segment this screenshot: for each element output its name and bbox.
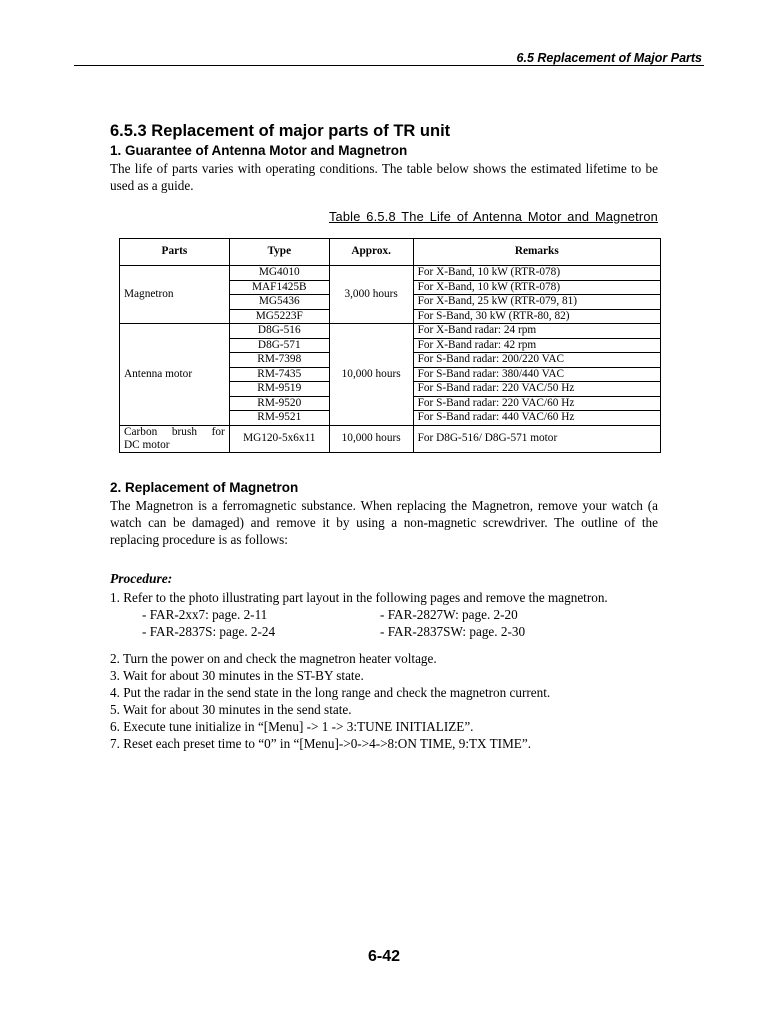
page-reference: - FAR-2837SW: page. 2-30 (380, 623, 526, 639)
replacement-subtitle: 2. Replacement of Magnetron (110, 479, 299, 495)
remarks-cell: For X-Band radar: 24 rpm (413, 324, 660, 339)
type-cell: RM-9520 (229, 396, 329, 411)
header-rule (74, 65, 704, 66)
header-approx: Approx. (329, 239, 413, 266)
table-header-row (120, 239, 661, 266)
page-content (110, 120, 658, 752)
header-type: Type (229, 239, 329, 266)
remarks-cell: For S-Band radar: 220 VAC/50 Hz (413, 382, 660, 397)
part-carbon-brush (120, 425, 230, 452)
procedure-step: 2. Turn the power on and check the magnetron heater voltage. (110, 650, 437, 666)
page-reference: - FAR-2827W: page. 2-20 (380, 606, 518, 622)
header-parts: Parts (120, 239, 230, 266)
type-cell: MAF1425B (229, 280, 329, 295)
procedure-step: 4. Put the radar in the send state in the long range and check the magnetron current. (110, 684, 551, 700)
type-cell: RM-7435 (229, 367, 329, 382)
table-caption: Table 6.5.8 The Life of Antenna Motor and Magnetron (328, 209, 658, 224)
type-cell: D8G-516 (229, 324, 329, 339)
remarks-cell: For S-Band, 30 kW (RTR-80, 82) (413, 309, 660, 324)
approx-carbon-brush: 10,000 hours (329, 425, 413, 452)
type-cell: RM-9521 (229, 411, 329, 426)
type-cell: RM-9519 (229, 382, 329, 397)
type-cell: D8G-571 (229, 338, 329, 353)
procedure-steps (110, 650, 658, 752)
guarantee-subtitle: 1. Guarantee of Antenna Motor and Magnetron (110, 143, 408, 158)
procedure-step: 5. Wait for about 30 minutes in the send state. (110, 701, 352, 717)
type-cell: MG5436 (229, 295, 329, 310)
carbon-part-line2: DC motor (124, 438, 170, 451)
replacement-paragraph: The Magnetron is a ferromagnetic substance. When replacing the Magnetron, remove your watch (a watch can be damaged) and remove it by using a non-magnetic screwdriver. The outline of the replacing procedure is as follows: (110, 497, 658, 547)
remarks-cell: For X-Band radar: 42 rpm (413, 338, 660, 353)
approx-antenna-motor: 10,000 hours (329, 324, 413, 426)
section-title: 6.5.3 Replacement of major parts of TR unit (110, 122, 451, 140)
table-row (120, 425, 661, 452)
procedure-step-1: 1. Refer to the photo illustrating part layout in the following pages and remove the magnetron. (110, 589, 608, 605)
header-remarks: Remarks (413, 239, 660, 266)
remarks-cell: For X-Band, 25 kW (RTR-079, 81) (413, 295, 660, 310)
page-reference-list (110, 606, 658, 640)
procedure-step: 6. Execute tune initialize in “[Menu] -> 1 -> 3:TUNE INITIALIZE”. (110, 718, 474, 734)
type-cell: MG4010 (229, 266, 329, 281)
part-antenna-motor: Antenna motor (120, 324, 230, 426)
table-row (120, 266, 661, 281)
running-header: 6.5 Replacement of Major Parts (516, 51, 702, 65)
table-row (120, 324, 661, 339)
remarks-cell: For D8G-516/ D8G-571 motor (413, 425, 660, 452)
carbon-part-line1: Carbon brush for (124, 425, 225, 438)
page-reference: - FAR-2837S: page. 2-24 (142, 623, 276, 639)
page-reference: - FAR-2xx7: page. 2-11 (142, 606, 268, 622)
page-number: 6-42 (367, 948, 401, 965)
type-cell: MG5223F (229, 309, 329, 324)
type-cell: RM-7398 (229, 353, 329, 368)
remarks-cell: For X-Band, 10 kW (RTR-078) (413, 266, 660, 281)
remarks-cell: For S-Band radar: 380/440 VAC (413, 367, 660, 382)
part-magnetron: Magnetron (120, 266, 230, 324)
type-cell: MG120-5x6x11 (229, 425, 329, 452)
remarks-cell: For X-Band, 10 kW (RTR-078) (413, 280, 660, 295)
guarantee-paragraph: The life of parts varies with operating conditions. The table below shows the estimated lifetime to be used as a guide. (110, 161, 658, 193)
remarks-cell: For S-Band radar: 440 VAC/60 Hz (413, 411, 660, 426)
procedure-step: 7. Reset each preset time to “0” in “[Menu]->0->4->8:ON TIME, 9:TX TIME”. (110, 735, 531, 751)
approx-magnetron: 3,000 hours (329, 266, 413, 324)
remarks-cell: For S-Band radar: 200/220 VAC (413, 353, 660, 368)
parts-life-table (119, 238, 661, 453)
procedure-step: 3. Wait for about 30 minutes in the ST-BY state. (110, 667, 364, 683)
procedure-label: Procedure: (110, 570, 173, 586)
remarks-cell: For S-Band radar: 220 VAC/60 Hz (413, 396, 660, 411)
